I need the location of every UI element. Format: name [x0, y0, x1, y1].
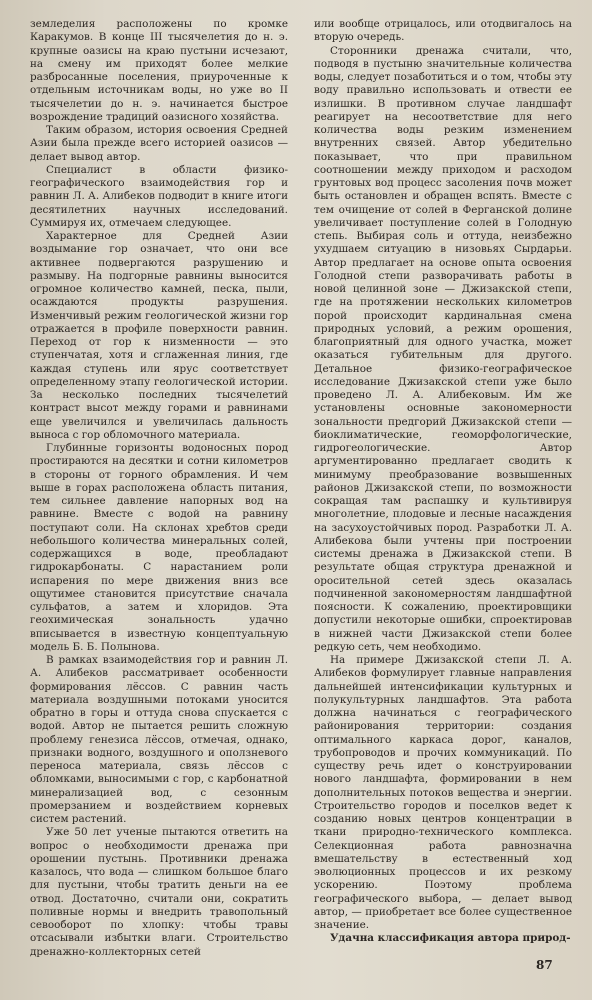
paragraph: Глубинные горизонты водоносных пород простираются на десятки и сотни километров в стороны от горного обрамления. И чем выше в горах расположена область питания, тем сильнее давление напорных вод на равнине. Вместе с водой на равнину поступают соли. На склонах хребтов среди небольшого количества минеральных солей, содержащихся в воде, преобладают гидрокарбонаты. С нарастанием роли испарения по мере движения вниз все ощутимее становится присутствие сначала сульфатов, а затем и хлоридов. Эта геохимическая зональность удачно вписывается в известную концептуальную модель Б. Б. Полынова. — [30, 442, 288, 653]
paragraph: Удачна классификация автора природ- — [330, 932, 571, 945]
paragraph: Уже 50 лет ученые пытаются ответить на вопрос о необходимости дренажа при орошении пустынь. Противники дренажа казалось, что вода — слишком большое благо для пустыни, чтобы тратить деньги на ее отвод. Достаточно, считали они, сократить поливные нормы и внедрить травопольный севооборот по хлопку: чтобы травы отсасывали избытки влаги. Строительство дренажно-коллекторных сетей — [30, 826, 288, 958]
paragraph: Характерное для Средней Азии воздымание гор означает, что они все активнее подвергаются разрушению и размыву. На подгорные равнины выносится огромное количество камней, песка, пыли, осаждаются продукты разрушения. Изменчивый режим геологической жизни гор отражается в профиле поверхности равнин. Переход от гор к низменности — это ступенчатая, хотя и сглаженная линия, где каждая ступень или ярус соответствует определенному этапу геологической истории. За несколько последних тысячелетий контраст высот между горами и равнинами еще увеличился и увеличилась дальность выноса с гор обломочного материала. — [30, 230, 288, 441]
paragraph: земледелия расположены по кромке Каракумов. В конце III тысячелетия до н. э. крупные оазисы на краю пустыни исчезают, на смену им приходят более мелкие разбросанные поселения, приуроченные к отдельным источникам воды, но уже во II тысячелетии до н. э. начинается быстрое возрождение традиций оазисного хозяйства. — [30, 18, 288, 123]
left-text-column — [30, 18, 288, 959]
paragraph: Таким образом, история освоения Средней Азии была прежде всего историей оазисов — делает вывод автор. — [30, 124, 288, 163]
paragraph: В рамках взаимодействия гор и равнин Л. А. Алибеков рассматривает особенности формирования лёссов. С равнин часть материала воздушными потоками уносится обратно в горы и оттуда снова спускается с водой. Автор не пытается решить сложную проблему генезиса лёссов, отмечая, однако, признаки водного, воздушного и оползневого переноса материала, связь лёссов с обломками, выносимыми с гор, с карбонатной минерализацией вод, с сезонным промерзанием и воздействием корневых систем растений. — [30, 654, 288, 825]
paragraph: Сторонники дренажа считали, что, подводя в пустыню значительные количества воды, следует позаботиться и о том, чтобы эту воду правильно использовать и отвести ее излишки. В противном случае ландшафт реагирует на несоответствие для него количества воды резким изменением внутренних связей. Автор убедительно показывает, что при правильном соотношении между приходом и расходом грунтовых вод процесс засоления почв может быть остановлен и обращен вспять. Вместе с тем очищение от солей в Ферганской долине увеличивает поступление солей в Голодную степь. Выбирая соль и оттуда, неизбежно ухудшаем ситуацию в низовьях Сырдарьи. Автор предлагает на основе опыта освоения Голодной степи разворачивать работы в новой целинной зоне — Джизакской степи, где на протяжении нескольких километров порой происходит кардинальная смена природных условий, а режим орошения, благоприятный для одного участка, может оказаться губительным для другого. Детальное физико-географическое исследование Джизакской степи уже было проведено Л. А. Алибековым. Им же установлены основные закономерности зональности предгорий Джизакской степи — биоклиматические, геоморфологические, гидрогеологические. Автор аргументированно предлагает сводить к минимуму преобразование возвышенных районов Джизакской степи, по возможности сокращая там распашку и культивируя многолетние, плодовые и лесные насаждения на засухоустойчивых пород. Разработки Л. А. Алибекова были учтены при построении системы дренажа в Джизакской степи. В результате общая структура дренажной и оросительной сетей здесь оказалась подчиненной закономерностям ландшафтной поясности. К сожалению, проектировщики допустили некоторые ошибки, спроектировав в нижней части Джизакской степи более редкую сеть, чем необходимо. — [314, 44, 572, 653]
right-text-column — [314, 18, 572, 946]
paragraph: На примере Джизакской степи Л. А. Алибеков формулирует главные направления дальнейшей интенсификации культурных и полукультурных ландшафтов. Эта работа должна начинаться с географического районирования территории: создания оптимального каркаса дорог, каналов, трубопроводов и прочих коммуникаций. По существу речь идет о конструировании нового ландшафта, формировании в нем дополнительных потоков вещества и энергии. Строительство городов и поселков ведет к созданию новых центров концентрации в ткани природно-технического комплекса. Селекционная работа равнозначна вмешательству в естественный ход эволюционных процессов и их резкому ускорению. Поэтому проблема географического выбора, — делает вывод автор, — приобретает все более существенное значение. — [314, 654, 572, 931]
paragraph: Специалист в области физико-географического взаимодействия гор и равнин Л. А. Алибеков подводит в книге итоги десятилетних научных исследований. Суммируя их, отмечаем следующее. — [30, 163, 288, 229]
paragraph: или вообще отрицалось, или отодвигалось на вторую очередь. — [314, 18, 572, 44]
page-number: 87 — [536, 958, 553, 972]
